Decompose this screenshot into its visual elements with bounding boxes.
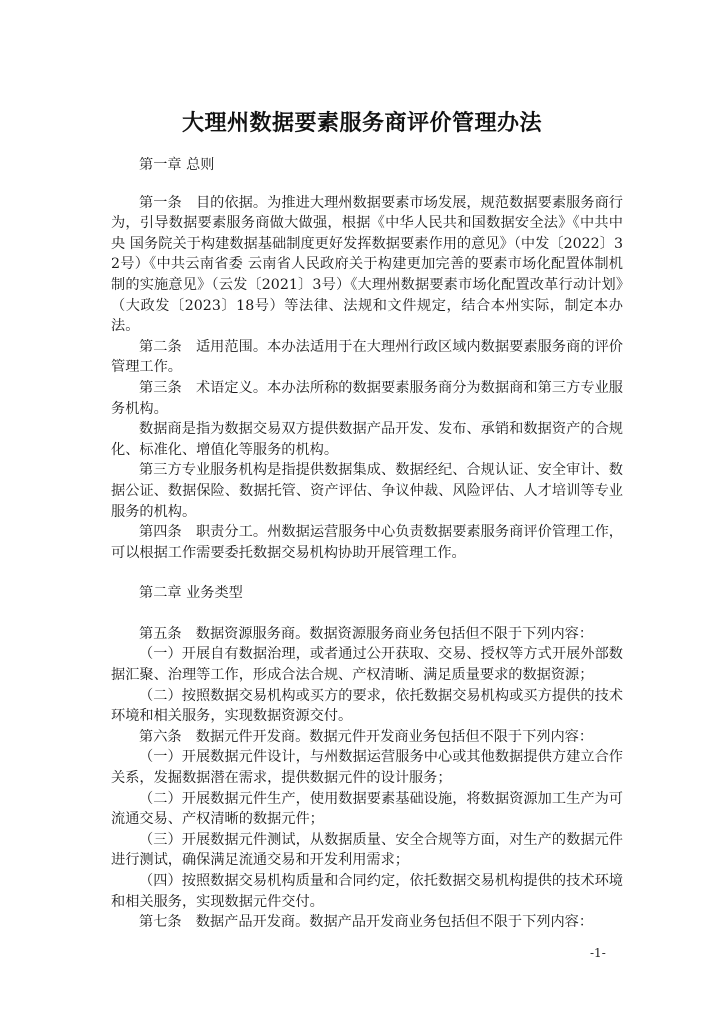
paragraph: 第六条 数据元件开发商。数据元件开发商业务包括但不限于下列内容：	[139, 728, 594, 745]
paragraph: 第五条 数据资源服务商。数据资源服务商业务包括但不限于下列内容：	[139, 625, 594, 642]
paragraph: （一）开展自有数据治理，或者通过公开获取、交易、授权等方式开展外部数据汇聚、治理等工作，形成合法合规、产权清晰、满足质量要求的数据资源；	[111, 646, 623, 684]
paragraph: （二）按照数据交易机构或买方的要求，依托数据交易机构或买方提供的技术环境和相关服务，实现数据资源交付。	[111, 687, 623, 725]
chapter-heading-1: 第一章 总则	[139, 157, 215, 173]
paragraph: （二）开展数据元件生产，使用数据要素基础设施，将数据资源加工生产为可流通交易、产权清晰的数据元件；	[111, 790, 623, 828]
document-title: 大理州数据要素服务商评价管理办法	[181, 111, 542, 136]
paragraph: 第四条 职责分工。州数据运营服务中心负责数据要素服务商评价管理工作，可以根据工作需要委托数据交易机构协助开展管理工作。	[111, 524, 623, 561]
paragraph: 第一条 目的依据。为推进大理州数据要素市场发展，规范数据要素服务商行为，引导数据要素服务商做大做强，根据《中华人民共和国数据安全法》《中共中央 国务院关于构建数据基础制度更好发挥数据要素作用的意见》（中发〔2022〕32号）《中共云南省委 云南省人民政府关于构建更加完善的要素市场化配置体制机制的实施意见》（云发〔2021〕3号）《大理州数据要素市场化配置改革行动计划》（大政发〔2023〕18号）等法律、法规和文件规定，结合本州实际，制定本办法。	[111, 194, 623, 335]
paragraph: 第七条 数据产品开发商。数据产品开发商业务包括但不限于下列内容：	[139, 914, 594, 931]
paragraph: （四）按照数据交易机构质量和合同约定，依托数据交易机构提供的技术环境和相关服务，实现数据元件交付。	[111, 873, 623, 910]
chapter-heading-2: 第二章 业务类型	[139, 585, 243, 602]
paragraph: 数据商是指为数据交易双方提供数据产品开发、发布、承销和数据资产的合规化、标准化、增值化等服务的机构。	[111, 421, 623, 458]
document-body	[111, 155, 623, 933]
paragraph: 第三条 术语定义。本办法所称的数据要素服务商分为数据商和第三方专业服务机构。	[111, 379, 623, 417]
paragraph: （三）开展数据元件测试，从数据质量、安全合规等方面，对生产的数据元件进行测试，确保满足流通交易和开发利用需求；	[111, 831, 623, 869]
paragraph: 第二条 适用范围。本办法适用于在大理州行政区域内数据要素服务商的评价管理工作。	[111, 338, 623, 376]
paragraph: （一）开展数据元件设计，与州数据运营服务中心或其他数据提供方建立合作关系，发掘数据潜在需求，提供数据元件的设计服务；	[111, 749, 623, 787]
page-number: -1-	[590, 946, 606, 960]
paragraph: 第三方专业服务机构是指提供数据集成、数据经纪、合规认证、安全审计、数据公证、数据保险、数据托管、资产评估、争议仲裁、风险评估、人才培训等专业服务的机构。	[111, 462, 623, 520]
